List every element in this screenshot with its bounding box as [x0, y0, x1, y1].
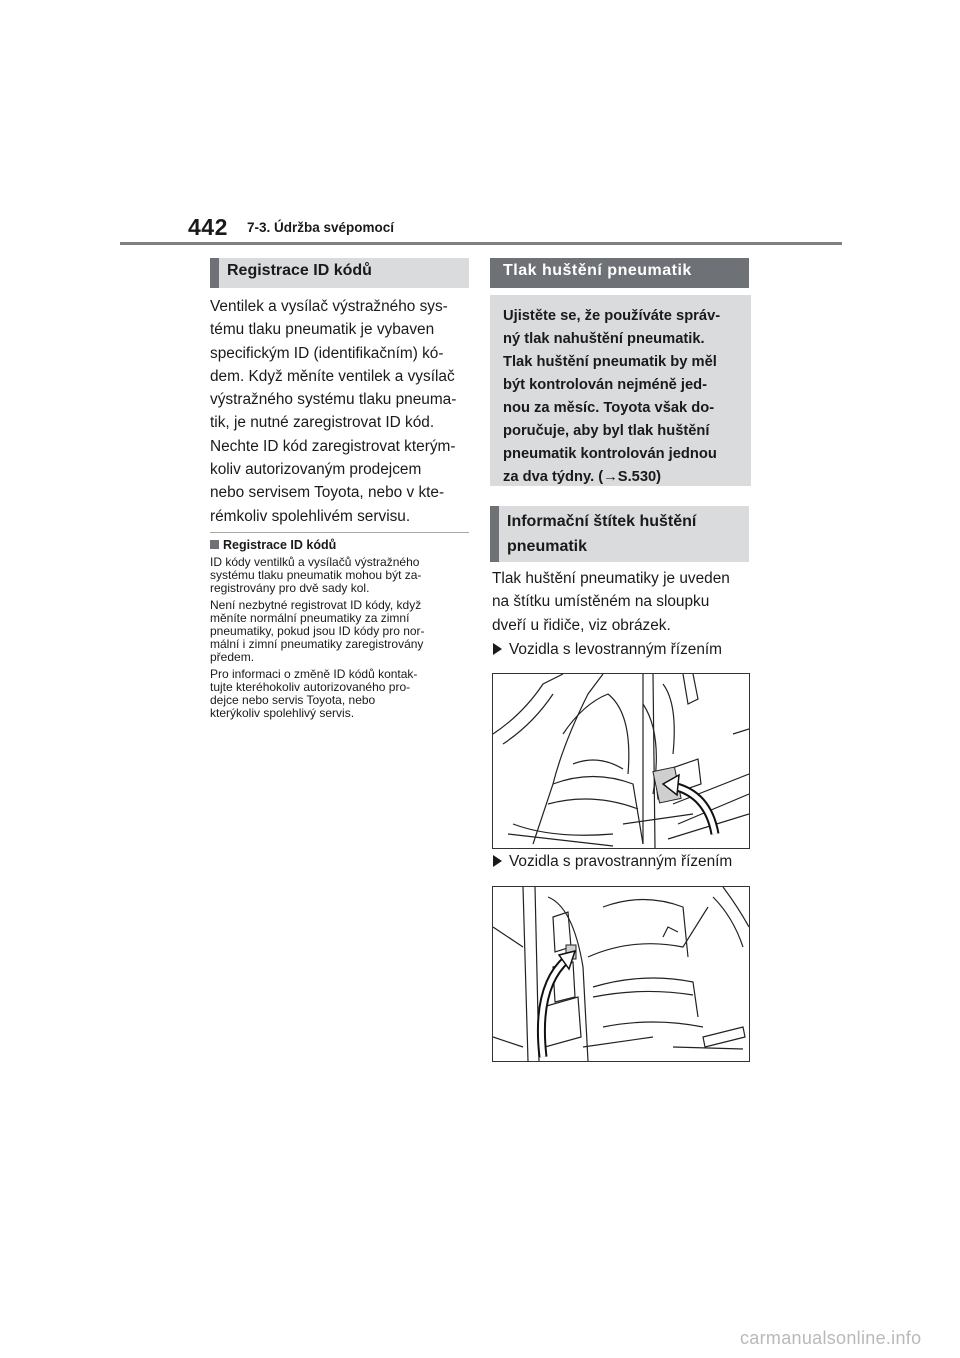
- note-paragraph: [210, 668, 472, 720]
- box-line: poručuje, aby byl tlak huštění: [503, 423, 710, 439]
- watermark: carmanualsonline.info: [740, 1328, 922, 1348]
- body-line: nebo servisem Toyota, nebo v kte-: [210, 484, 445, 502]
- section-heading-id-registration: Registrace ID kódů: [210, 258, 469, 288]
- note-line: kterýkoliv spolehlivý servis.: [210, 706, 355, 720]
- tire-pressure-box: [490, 295, 751, 486]
- seat-illustration-icon: [493, 674, 749, 848]
- figure-rhd-door-pillar: [492, 886, 750, 1062]
- info-label-body: [492, 567, 750, 637]
- bullet-lhd-text: Vozidla s levostranným řízením: [509, 641, 722, 658]
- heading-line: Informační štítek huštění: [507, 513, 697, 530]
- note-heading: [210, 538, 336, 552]
- bullet-lhd: [493, 641, 722, 659]
- heading-line: pneumatik: [507, 538, 588, 555]
- triangle-bullet-icon: [493, 855, 502, 867]
- box-line: za dva týdny. (→S.530): [503, 469, 662, 485]
- note-line: tujte kteréhokoliv autorizovaného pro-: [210, 680, 411, 694]
- note-line: dejce nebo servis Toyota, nebo: [210, 693, 376, 707]
- body-line: koliv autorizovaným prodejcem: [210, 461, 422, 479]
- note-line: Pro informaci o změně ID kódů kontak-: [210, 667, 418, 681]
- box-line: ný tlak nahuštění pneumatik.: [503, 331, 705, 347]
- body-line: dem. Když měníte ventilek a vysílač: [210, 367, 455, 385]
- body-line: specifickým ID (identifikačním) kó-: [210, 344, 444, 362]
- note-paragraph: [210, 599, 472, 664]
- body-line: na štítku umístěném na sloupku: [492, 593, 710, 611]
- note-line: měníte normální pneumatiky za zimní: [210, 611, 410, 625]
- note-line: systému tlaku pneumatik mohou být za-: [210, 568, 422, 582]
- body-line: rémkoliv spolehlivém servisu.: [210, 507, 411, 525]
- seat-illustration-icon: [493, 887, 749, 1061]
- header-rule: [120, 242, 842, 245]
- body-line: výstražného systému tlaku pneuma-: [210, 391, 457, 409]
- square-bullet-icon: [210, 540, 219, 549]
- body-line: Ventilek a vysílač výstražného sys-: [210, 298, 448, 315]
- body-line: dveří u řidiče, viz obrázek.: [492, 616, 671, 634]
- body-line: Tlak huštění pneumatiky je uveden: [492, 570, 730, 587]
- note-line: Není nezbytné registrovat ID kódy, když: [210, 598, 422, 612]
- note-line: předem.: [210, 650, 255, 664]
- note-line: mální i zimní pneumatiky zaregistrovány: [210, 637, 424, 651]
- section-heading-info-label: [490, 506, 749, 562]
- section-heading-tire-pressure: Tlak huštění pneumatik: [490, 258, 749, 288]
- note-divider: [210, 532, 469, 533]
- box-line: pneumatik kontrolován jednou: [503, 446, 717, 462]
- box-line: Ujistěte se, že používáte správ-: [503, 308, 721, 324]
- id-registration-body: [210, 295, 472, 528]
- note-paragraph: [210, 556, 472, 595]
- box-line: Tlak huštění pneumatik by měl: [503, 354, 717, 370]
- body-line: Nechte ID kód zaregistrovat kterým-: [210, 437, 456, 455]
- note-line: registrovány pro dvě sady kol.: [210, 581, 370, 595]
- triangle-bullet-icon: [493, 643, 502, 655]
- note-line: pneumatiky, pokud jsou ID kódy pro nor-: [210, 624, 425, 638]
- note-line: ID kódy ventilků a vysílačů výstražného: [210, 555, 420, 569]
- box-line: nou za měsíc. Toyota však do-: [503, 400, 715, 416]
- bullet-rhd: [493, 853, 732, 871]
- note-text: [210, 556, 472, 724]
- page-number: 442: [188, 214, 228, 240]
- chapter-title: 7-3. Údržba svépomocí: [247, 220, 395, 235]
- bullet-rhd-text: Vozidla s pravostranným řízením: [509, 853, 733, 870]
- figure-lhd-door-pillar: [492, 673, 750, 849]
- body-line: tému tlaku pneumatik je vybaven: [210, 321, 435, 339]
- box-line: být kontrolován nejméně jed-: [503, 377, 708, 393]
- note-heading-text: Registrace ID kódů: [223, 538, 337, 552]
- body-line: tik, je nutné zaregistrovat ID kód.: [210, 414, 435, 432]
